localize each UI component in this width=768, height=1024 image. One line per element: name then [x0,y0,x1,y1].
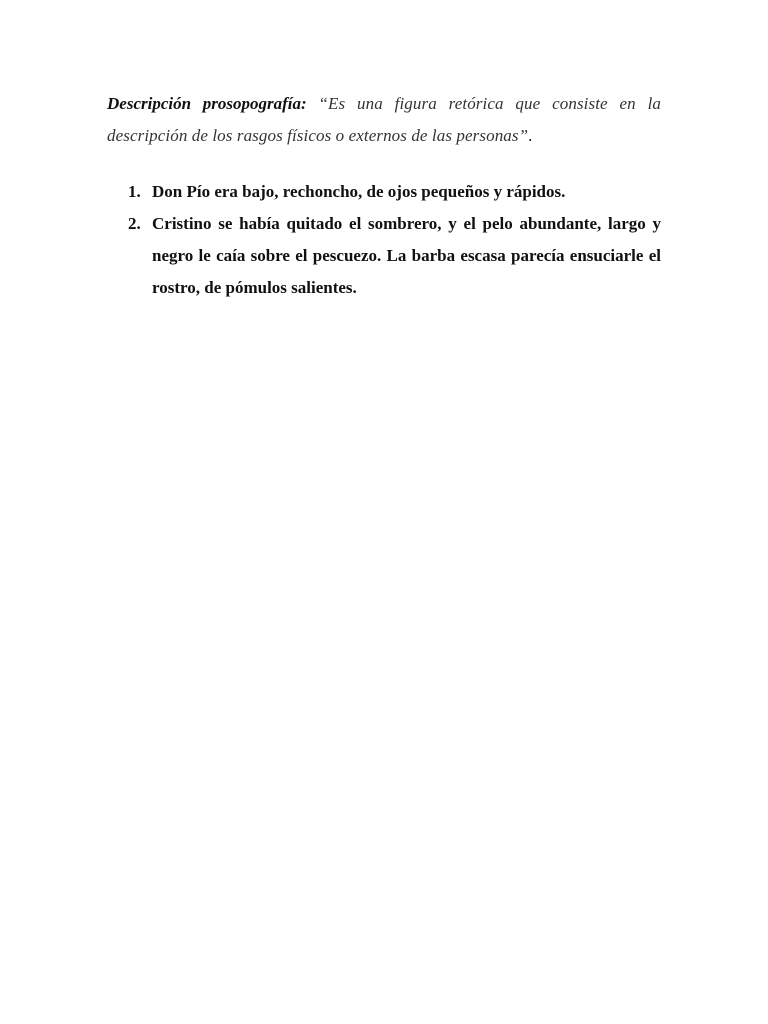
examples-list [107,176,661,304]
list-item-number: 1. [128,182,141,201]
list-item-number: 2. [128,214,141,233]
definition-period: . [528,126,533,145]
definition-term: Descripción prosopografía: [107,94,307,113]
document-page [107,88,661,304]
list-item-text: Cristino se había quitado el sombrero, y el pelo abundante, largo y negro le caía sobre el pescuezo. La barba escasa parecía ensuciarle el rostro, de pómulos salientes. [152,214,661,297]
definition-quote: “Es una figura retórica que consiste en la descripción de los rasgos físicos o externos de las personas” [107,94,661,145]
definition-paragraph [107,88,661,152]
list-item [107,208,661,304]
list-item [107,176,661,208]
list-item-text: Don Pío era bajo, rechoncho, de ojos pequeños y rápidos. [152,182,566,201]
